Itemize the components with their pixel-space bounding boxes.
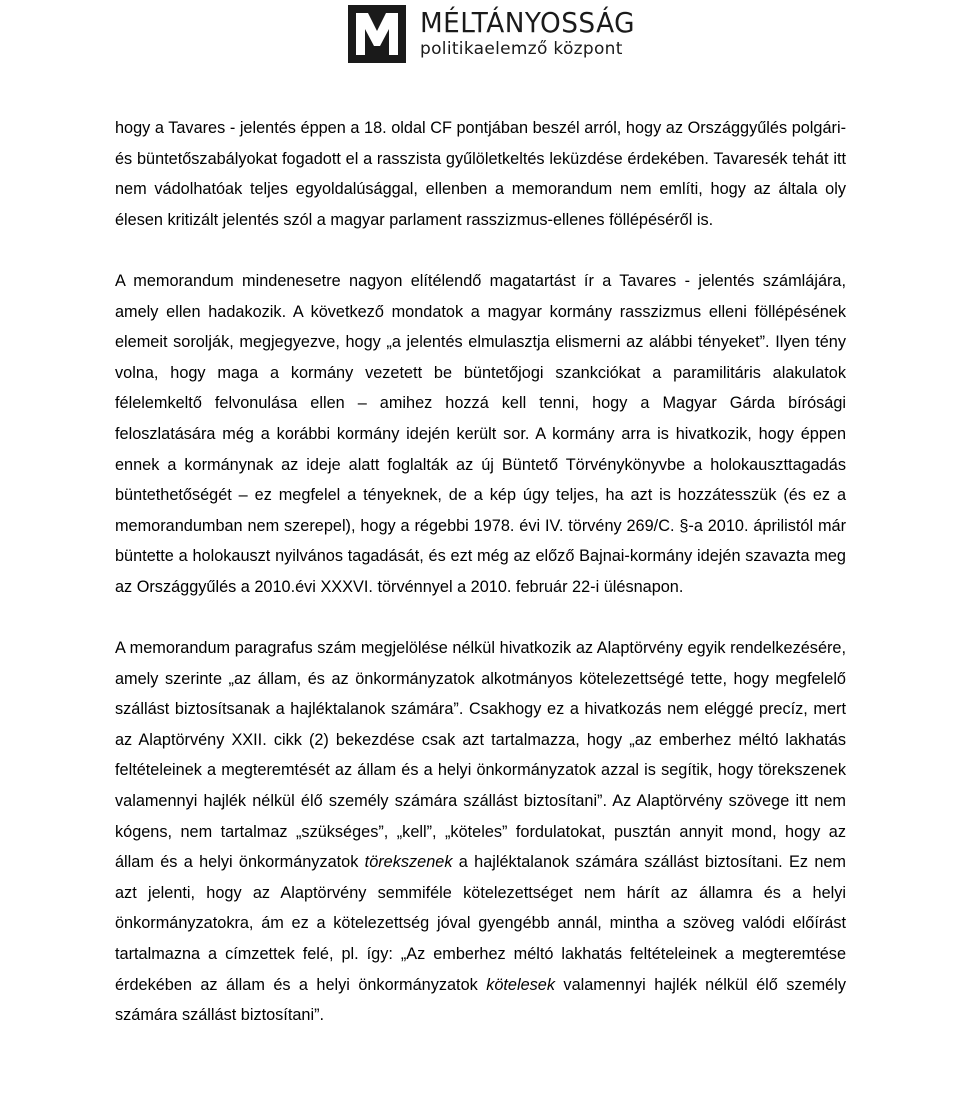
meltanyossag-logo-icon <box>348 5 406 63</box>
logo-text <box>420 8 649 60</box>
document-body <box>115 113 846 1031</box>
emphasis-kotelesek: kötelesek <box>486 975 555 994</box>
paragraph-3 <box>115 633 846 1031</box>
page-header <box>348 4 649 64</box>
paragraph-3-segment: a hajléktalanok számára szállást biztosítani. Ez nem azt jelenti, hogy az Alaptörvény semmiféle kötelezettséget nem hárít az államra és a helyi önkormányzatokra, ám ez a kötelezettség jóval gyengébb annál, mintha a szöveg valódi előírást tartalmazna a címzettek felé, pl. így: „Az emberhez méltó lakhatás feltételeinek a megteremtése érdekében az állam és a helyi önkormányzatok <box>115 853 846 994</box>
emphasis-torekszenek: törekszenek <box>364 853 453 872</box>
logo-name: MÉLTÁNYOSSÁG <box>420 6 635 39</box>
paragraph-2: A memorandum mindenesetre nagyon elítélendő magatartást ír a Tavares - jelentés számlájára, amely ellen hadakozik. A következő mondatok a magyar kormány rasszizmus elleni föllépésének elemeit sorolják, megjegyezve, hogy „a jelentés elmulasztja elismerni az alábbi tényeket”. Ilyen tény volna, hogy maga a kormány vezetett be büntetőjogi szankciókat a paramilitáris alakulatok félelemkeltő felvonulása ellen – amihez hozzá kell tenni, hogy a Magyar Gárda bírósági feloszlatására még a korábbi kormány idején került sor. A kormány arra is hivatkozik, hogy éppen ennek a kormánynak az ideje alatt foglalták az új Büntető Törvénykönyvbe a holokauszttagadás büntethetőségét – ez megfelel a tényeknek, de a kép úgy teljes, ha azt is hozzátesszük (és ez a memorandumban nem szerepel), hogy a régebbi 1978. évi IV. törvény 269/C. §-a 2010. áprilistól már büntette a holokauszt nyilvános tagadását, és ezt még az előző Bajnai-kormány idején szavazta meg az Országgyűlés a 2010.évi XXXVI. törvénnyel a 2010. február 22-i ülésnapon. <box>115 271 846 596</box>
paragraph-3-segment: A memorandum paragrafus szám megjelölése nélkül hivatkozik az Alaptörvény egyik rendelkezésére, amely szerinte „az állam, és az önkormányzatok alkotmányos kötelezettségé tette, hogy megfelelő szállást biztosítsanak a hajléktalanok számára”. Csakhogy ez a hivatkozás nem eléggé precíz, mert az Alaptörvény XXII. cikk (2) bekezdése csak azt tartalmazza, hogy „az emberhez méltó lakhatás feltételeinek a megteremtését az állam és a helyi önkormányzatok azzal is segítik, hogy törekszenek valamennyi hajlék nélkül élő személy számára szállást biztosítani”. Az Alaptörvény szövege itt nem kógens, nem tartalmaz „szükséges”, „kell”, „köteles” fordulatokat, pusztán annyit mond, hogy az állam és a helyi önkormányzatok <box>115 639 846 872</box>
logo-subtitle: politikaelemző központ <box>420 39 623 59</box>
paragraph-1: hogy a Tavares - jelentés éppen a 18. oldal CF pontjában beszél arról, hogy az Országgyűlés polgári-és büntetőszabályokat fogadott el a rasszista gyűlöletkeltés leküzdése érdekében. Tavaresék tehát itt nem vádolhatóak teljes egyoldalúsággal, ellenben a memorandum nem említi, hogy az általa oly élesen kritizált jelentés szól a magyar parlament rasszizmus-ellenes föllépéséről is. <box>115 119 846 229</box>
paragraph-3-segment: valamennyi hajlék nélkül élő személy számára szállást biztosítani”. <box>115 975 846 1025</box>
